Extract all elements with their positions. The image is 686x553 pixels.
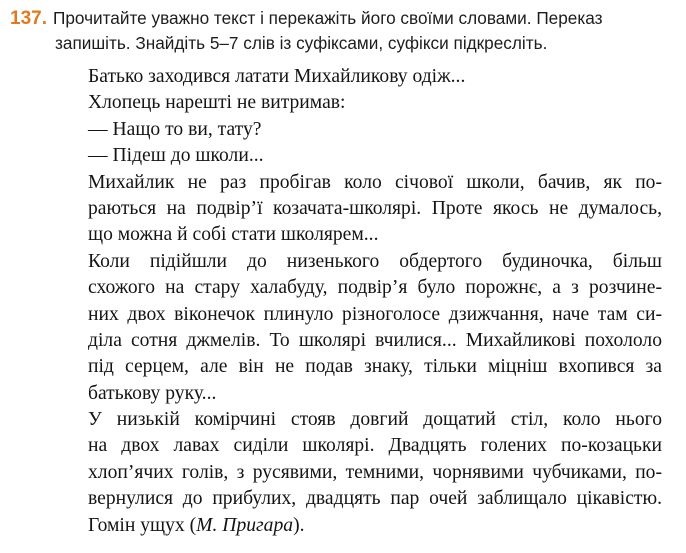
text-line-12: під серцем, але він не подав знаку, тільки міцніш вхопився за [88,356,662,378]
text-line-18-main: Гомін ущух ( [88,514,197,536]
text-line-3: — Нащо то ви, тату? [88,118,262,140]
text-line-4: — Підеш до школи... [88,145,264,167]
text-line-6: раються на подвір’ї козачата-школярі. Проте якось не думалось, [88,197,662,219]
text-line-13: батькову руку... [88,382,217,404]
author-name: М. Пригара [196,514,294,536]
text-line-16: хлоп’ячих голів, з русявими, темними, чорнявими чубчиками, по- [88,461,662,483]
story-text [88,64,662,539]
text-line-7: що можна й собі стати школярем... [88,224,379,246]
task-line-1 [10,6,678,31]
text-line-5: Михайлик не раз пробігав коло січової школи, бачив, як по- [88,171,662,193]
text-line-10: них двох віконечок плинуло різноголосе дзижчання, наче там си- [88,303,662,325]
text-line-8: Коли підійшли до низенького обдертого будиночка, більш [88,250,662,272]
text-line-1: Батько заходився латати Михайликову одіж... [88,66,466,87]
exercise-task [10,6,678,55]
text-line-11: діла сотня джмелів. То школярі вчилися... Михайликові похололо [88,329,662,351]
text-line-14: У низькій комірчині стояв довгий дощатий стіл, коло нього [88,409,662,431]
task-text-1: Прочитайте уважно текст і перекажіть його своїми словами. Переказ [52,8,603,28]
text-line-2: Хлопець нарешті не витримав: [88,92,346,114]
task-line-2: запишіть. Знайдіть 5–7 слів із суфіксами, суфікси підкресліть. [55,33,548,53]
text-line-18-end: ). [293,514,305,536]
exercise-number: 137. [10,8,47,29]
text-line-18 [88,513,662,539]
text-line-17: вернулися до прибулих, двадцять пар очей заблищало цікавістю. [88,488,662,510]
text-line-9: схожого на стару халабуду, подвір’я було порожнє, а з розчине- [88,277,662,299]
text-line-15: на двох лавах сиділи школярі. Двадцять голених по-козацьки [88,435,662,457]
